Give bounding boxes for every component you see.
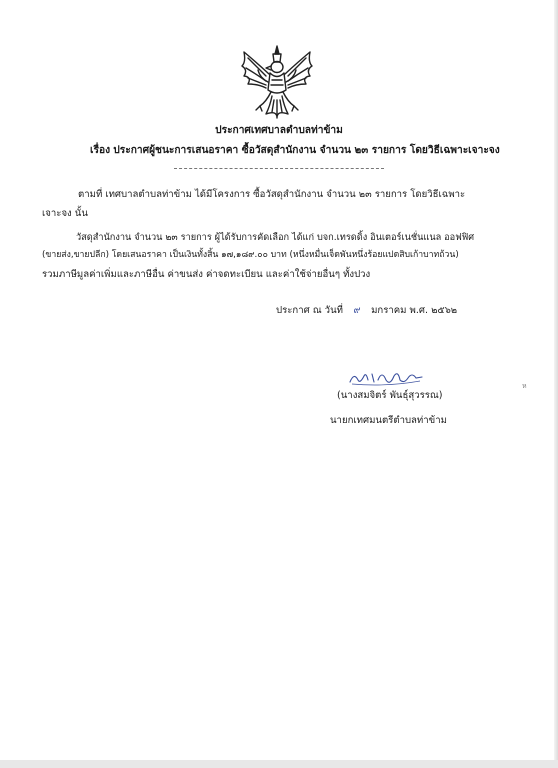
paragraph-2-line-2: (ขายส่ง,ขายปลีก) โดยเสนอราคา เป็นเงินทั้งสิ้น ๑๗,๑๘๙.๐๐ บาท (หนึ่งหมื่นเจ็ดพันหนึ่งร้อยแปดสิบเก้าบาทถ้วน): [42, 250, 459, 260]
date-day: ๙: [353, 305, 361, 316]
paragraph-1-line-1: ตามที่ เทศบาลตำบลท่าข้าม ได้มีโครงการ ซื้อวัสดุสำนักงาน จำนวน ๒๓ รายการ โดยวิธีเฉพาะ: [78, 189, 466, 200]
paragraph-2-line-3: รวมภาษีมูลค่าเพิ่มและภาษีอื่น ค่าขนส่ง ค่าจดทะเบียน และค่าใช้จ่ายอื่นๆ ทั้งปวง: [42, 269, 371, 280]
subject-text: ประกาศผู้ชนะการเสนอราคา ซื้อวัสดุสำนักงาน จำนวน ๒๓ รายการ โดยวิธีเฉพาะเจาะจง: [113, 145, 500, 156]
scan-edge-right: [554, 0, 558, 768]
announcement-title: ประกาศเทศบาลตำบลท่าข้าม: [215, 125, 343, 136]
scan-edge-bottom: [0, 760, 558, 768]
announcement-date: [276, 304, 457, 317]
paragraph-2-line-1: วัสดุสำนักงาน จำนวน ๒๓ รายการ ผู้ได้รับการคัดเลือก ได้แก่ บจก.เทรดดิ้ง อินเตอร์เนชั่นแนล ออฟฟิศ: [76, 232, 475, 243]
paragraph-1-line-2: เจาะจง นั้น: [42, 208, 88, 219]
date-prefix: ประกาศ ณ วันที่: [276, 305, 343, 316]
handwritten-signature: [346, 368, 426, 388]
scan-mark: ห: [522, 382, 527, 390]
announcement-subject: [90, 144, 500, 157]
divider-line: [174, 168, 384, 169]
subject-label: เรื่อง: [90, 145, 111, 156]
date-month-year: มกราคม พ.ศ. ๒๕๖๒: [371, 305, 458, 316]
signer-name: (นางสมจิตร์ พันธุ์สุวรรณ): [337, 390, 443, 401]
garuda-emblem-icon: [236, 44, 318, 120]
signer-position: นายกเทศมนตรีตำบลท่าข้าม: [330, 415, 447, 426]
